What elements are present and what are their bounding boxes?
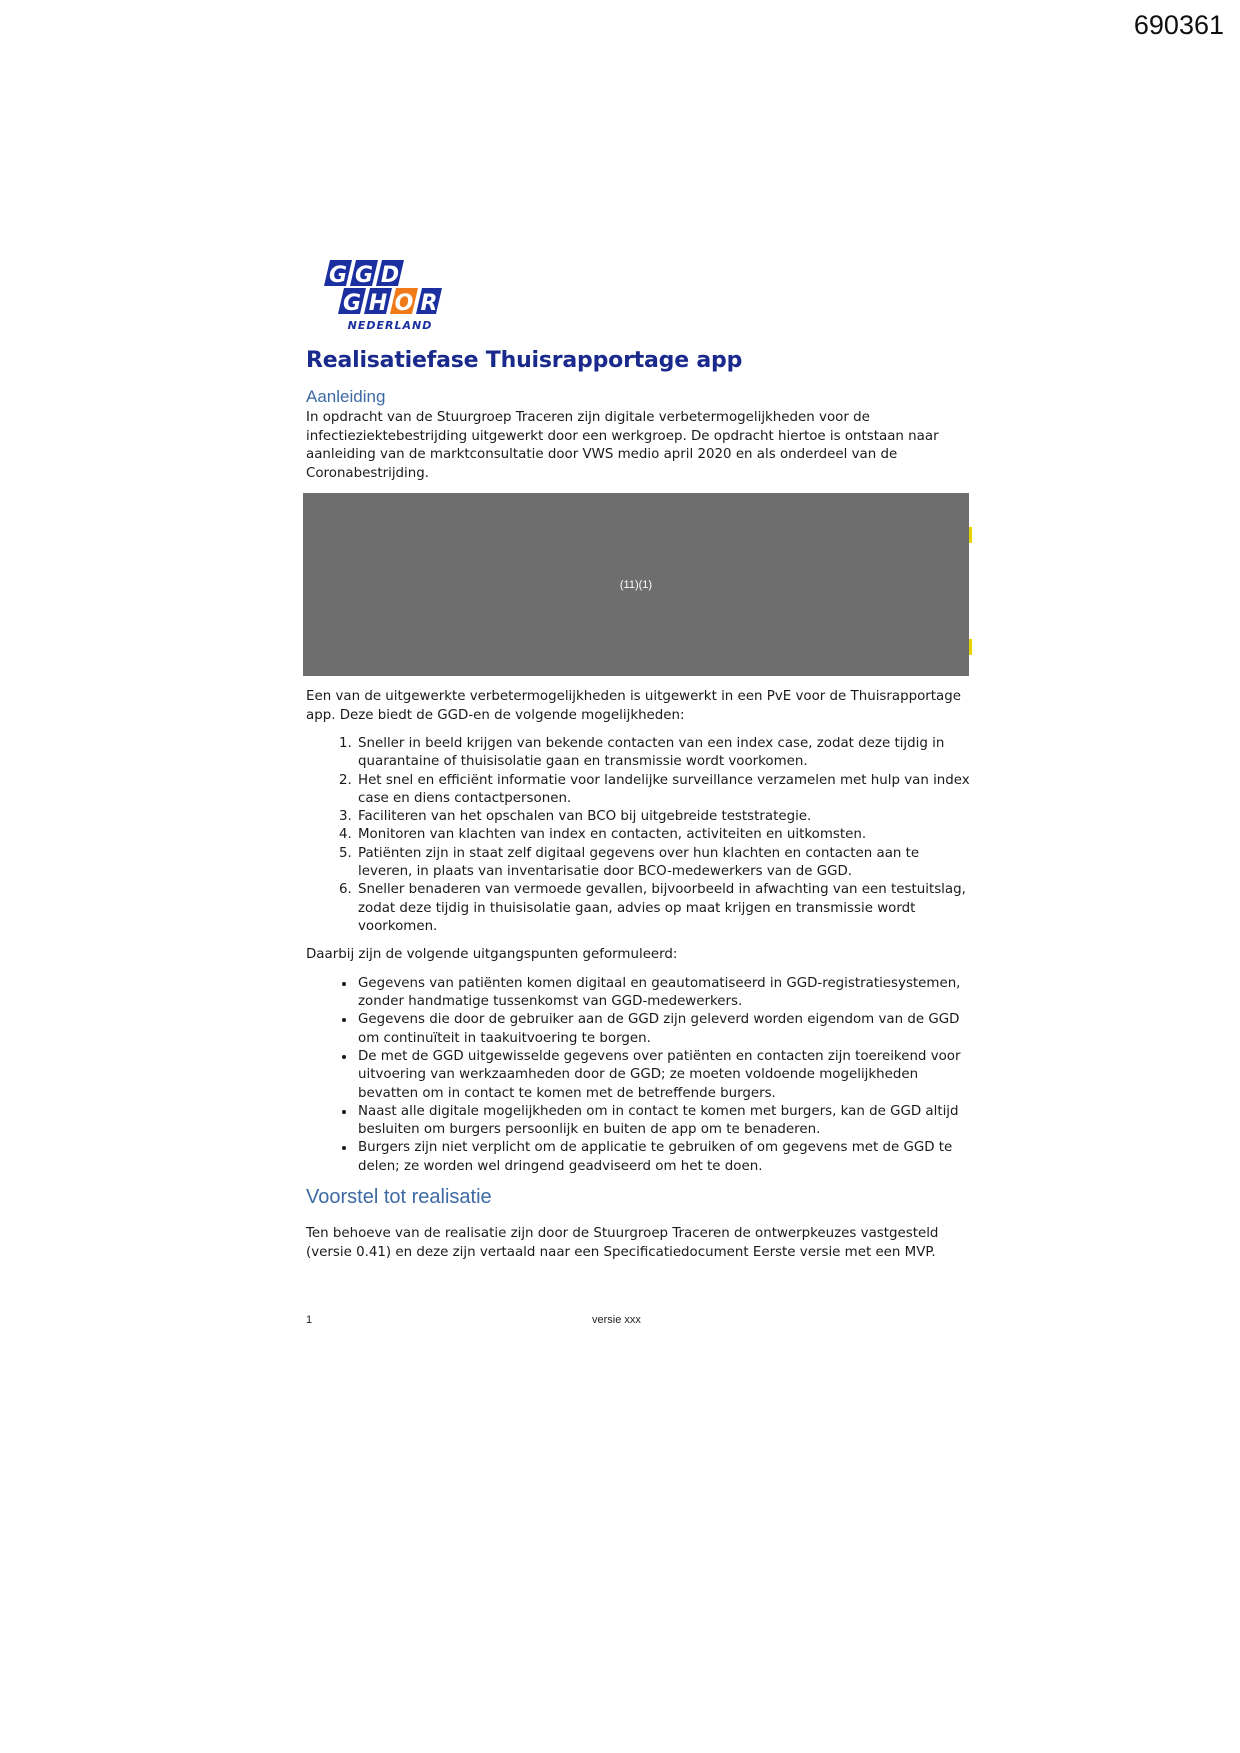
svg-text:O: O [394, 291, 414, 316]
redacted-block [303, 493, 969, 676]
document-body [306, 348, 976, 1262]
redaction-label: (11)(1) [619, 578, 653, 591]
page-footer [306, 1314, 976, 1334]
heading-aanleiding: Aanleiding [306, 387, 386, 406]
ggd-ghor-logo [318, 258, 444, 332]
list-item: 4. Monitoren van klachten van index en contacten, activiteiten en uitkomsten. [356, 826, 976, 844]
svg-text:R: R [420, 291, 438, 316]
paragraph-voorstel: Ten behoeve van de realisatie zijn door de Stuurgroep Traceren de ontwerpkeuzes vastgesteld (versie 0.41) en deze zijn vertaald naar een Specificatiedocument Eerste versie met een MVP. [306, 1226, 939, 1260]
yellow-marker-bottom [969, 639, 972, 655]
svg-text:H: H [368, 291, 388, 316]
list-item: • Gegevens van patiënten komen digitaal en geautomatiseerd in GGD-registratiesystemen, zonder handmatige tussenkomst van GGD-medewerkers. [356, 975, 976, 1012]
svg-text:NEDERLAND: NEDERLAND [347, 319, 433, 332]
list-item: 2. Het snel en efficiënt informatie voor landelijke surveillance verzamelen met hulp van index case en diens contactpersonen. [356, 772, 976, 809]
svg-text:G: G [354, 263, 374, 288]
heading-voorstel: Voorstel tot realisatie [306, 1186, 492, 1209]
version-label: versie xxx [592, 1314, 641, 1326]
svg-text:G: G [342, 291, 362, 316]
paragraph-intro-options: Een van de uitgewerkte verbetermogelijkheden is uitgewerkt in een PvE voor de Thuisrapportage app. Deze biedt de GGD-en de volgende mogelijkheden: [306, 689, 961, 723]
document-number: 690361 [1133, 10, 1224, 40]
list-item: 3. Faciliteren van het opschalen van BCO bij uitgebreide teststrategie. [356, 808, 976, 826]
list-item: • Burgers zijn niet verplicht om de applicatie te gebruiken of om gegevens met de GGD te delen; ze worden wel dringend geadviseerd om het te doen. [356, 1139, 976, 1176]
document-title: Realisatiefase Thuisrapportage app [306, 348, 743, 373]
list-item: 6. Sneller benaderen van vermoede gevallen, bijvoorbeeld in afwachting van een testuitslag, zodat deze tijdig in thuisisolatie gaan, advies op maat krijgen en transmissie wordt voorkomen. [356, 881, 976, 936]
page-number: 1 [306, 1314, 313, 1326]
list-item: • De met de GGD uitgewisselde gegevens over patiënten en contacten zijn toereikend voor uitvoering van werkzaamheden door de GGD; ze moeten voldoende mogelijkheden bevatten om in contact te komen met de betreffende burgers. [356, 1048, 976, 1103]
svg-text:G: G [328, 263, 348, 288]
numbered-list [306, 735, 976, 936]
list-item: 1. Sneller in beeld krijgen van bekende contacten van een index case, zodat deze tijdig in quarantaine of thuisisolatie gaan en transmissie wordt voorkomen. [356, 735, 976, 772]
list-item: • Gegevens die door de gebruiker aan de GGD zijn geleverd worden eigendom van de GGD om continuïteit in taakuitvoering te borgen. [356, 1011, 976, 1048]
list-item: 5. Patiënten zijn in staat zelf digitaal gegevens over hun klachten en contacten aan te leveren, in plaats van inventarisatie door BCO-medewerkers van de GGD. [356, 845, 976, 882]
yellow-marker-top [969, 527, 972, 543]
paragraph-principles-intro: Daarbij zijn de volgende uitgangspunten geformuleerd: [306, 947, 678, 963]
paragraph-aanleiding: In opdracht van de Stuurgroep Traceren zijn digitale verbetermogelijkheden voor de infectieziektebestrijding uitgewerkt door een werkgroep. De opdracht hiertoe is ontstaan naar aanleiding van de marktconsultatie door VWS medio april 2020 en als onderdeel van de Coronabestrijding. [306, 410, 939, 481]
svg-text:D: D [380, 263, 400, 288]
bullet-list [306, 975, 976, 1176]
list-item: • Naast alle digitale mogelijkheden om in contact te komen met burgers, kan de GGD altijd besluiten om burgers persoonlijk en buiten de app om te benaderen. [356, 1103, 976, 1140]
